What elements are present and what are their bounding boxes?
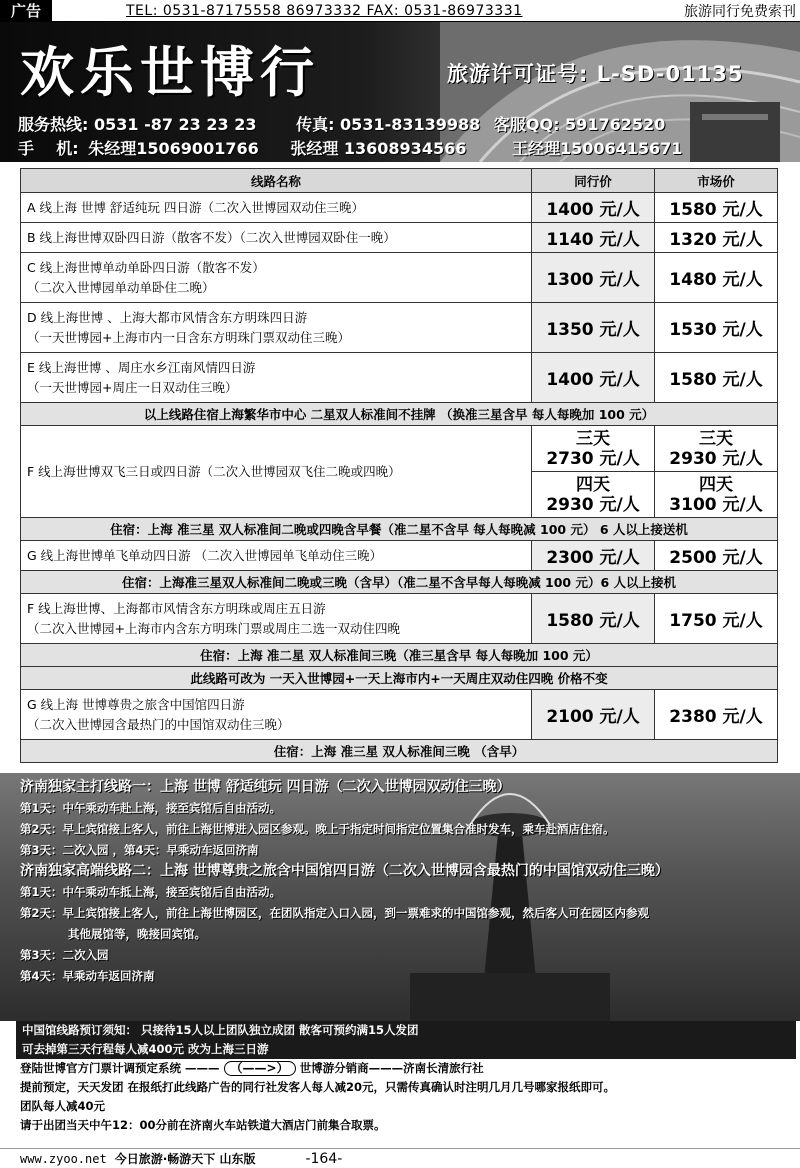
price-table-wrapper xyxy=(20,168,778,763)
notice-line-3 xyxy=(16,1059,796,1078)
peer-price: 2100 元/人 xyxy=(532,690,655,740)
route-line-2: （一天世博园+周庄一日双动住三晚） xyxy=(27,379,238,395)
mobile-label: 手 机: xyxy=(18,139,79,158)
contact-line-1 xyxy=(18,112,665,135)
booking-notice xyxy=(16,1021,796,1135)
route-2-title: 济南独家高端线路二：上海 世博尊贵之旅含中国馆四日游（二次入世博园含最热门的中国馆双动住三晚） xyxy=(20,863,669,879)
table-row xyxy=(21,253,778,303)
market-price: 1480 元/人 xyxy=(655,253,778,303)
peer-price: 1580 元/人 xyxy=(532,594,655,644)
peer-price: 1300 元/人 xyxy=(532,253,655,303)
route-a: A 线上海 世博 舒适纯玩 四日游（二次入世博园双动住三晚） xyxy=(21,193,532,223)
peer-price: 1400 元/人 xyxy=(532,353,655,403)
accommodation-note-4: 住宿：上海 准二星 双人标准间三晚（准三星含早 每人每晚加 100 元） xyxy=(21,644,778,667)
header-banner xyxy=(0,22,800,162)
note-row xyxy=(21,644,778,667)
page-number: -164- xyxy=(305,1150,343,1167)
brand-title: 欢乐世博行 xyxy=(20,41,320,104)
route-line-2: （二次入世博园+上海市内含东方明珠门票或周庄二选一双动住四晚 xyxy=(27,620,400,636)
table-header-row xyxy=(21,169,778,193)
table-row xyxy=(21,594,778,644)
route-1-day-2: 第2天：早上宾馆接上客人，前往上海世博进入园区参观。晚上于指定时间指定位置集合准时发车，乘车赴酒店住宿。 xyxy=(20,822,615,836)
route-g: G 线上海世博单飞单动四日游 （二次入世博园单飞单动住三晚） xyxy=(21,541,532,571)
price-table xyxy=(20,168,778,763)
route-g2 xyxy=(21,690,532,740)
route-1-title: 济南独家主打线路一：上海 世博 舒适纯玩 四日游（二次入世博园双动住三晚） xyxy=(20,779,511,795)
free-index-label: 旅游同行免费索刊 xyxy=(684,3,796,20)
market-price: 2500 元/人 xyxy=(655,541,778,571)
route-line-1: G 线上海 世博尊贵之旅含中国馆四日游 xyxy=(27,696,245,712)
accommodation-note-1: 以上线路住宿上海繁华市中心 二星双人标准间不挂牌 （换准三星含早 每人每晚加 100 元） xyxy=(21,403,778,426)
route-f2 xyxy=(21,594,532,644)
route-2-day-4: 第4天：早乘动车返回济南 xyxy=(20,969,155,983)
manager-zhang: 张经理 13608934566 xyxy=(290,139,467,158)
table-row xyxy=(21,303,778,353)
publication-name: 今日旅游·畅游天下 山东版 xyxy=(114,1152,256,1166)
market-price-3day xyxy=(655,426,778,472)
route-d xyxy=(21,303,532,353)
route-line-2: （一天世博园+上海市内一日含东方明珠门票双动住三晚） xyxy=(27,329,350,345)
accommodation-note-3: 住宿：上海准三星双人标准间二晚或三晚（含早）（准二星不含早每人每晚减 100 元）6 人以上接机 xyxy=(21,571,778,594)
table-row xyxy=(21,193,778,223)
price-value: 2930 元/人 xyxy=(546,494,640,515)
note-row xyxy=(21,667,778,690)
accommodation-note-6: 住宿：上海 准三星 双人标准间三晚 （含早） xyxy=(21,740,778,763)
days-label: 四天 xyxy=(699,474,733,495)
qq-number: 客服QQ: 591762520 xyxy=(493,115,666,134)
route-2-day-2-cont: 其他展馆等，晚接回宾馆。 xyxy=(68,927,206,941)
notice-line-5: 团队每人减40元 xyxy=(20,1099,106,1113)
hotline: 服务热线: 0531 -87 23 23 23 xyxy=(18,115,257,134)
route-1-day-3-4: 第3天：二次入园 ，第4天：早乘动车返回济南 xyxy=(20,843,259,857)
system-text: 登陆世博官方门票计调预定系统 ——— xyxy=(20,1061,220,1075)
accommodation-note-2: 住宿：上海 准三星 双人标准间二晚或四晚含早餐（准二星不含早 每人每晚减 100 元） 6 人以上接送机 xyxy=(21,518,778,541)
header-route: 线路名称 xyxy=(21,169,532,193)
contact-info: TEL: 0531-87175558 86973332 FAX: 0531-86973331 xyxy=(126,2,523,19)
table-row xyxy=(21,353,778,403)
footer xyxy=(0,1148,800,1168)
manager-wang: 王经理15006415671 xyxy=(511,139,683,158)
route-2-day-3: 第3天：二次入园 xyxy=(20,948,109,962)
route-2-day-1: 第1天：中午乘动车抵上海，接至宾馆后自由活动。 xyxy=(20,885,281,899)
route-line-1: F 线上海世博、上海都市风情含东方明珠或周庄五日游 xyxy=(27,600,326,616)
peer-price-4day xyxy=(532,472,655,518)
peer-price: 1350 元/人 xyxy=(532,303,655,353)
route-change-note: 此线路可改为 一天入世博园+一天上海市内+一天周庄双动住四晚 价格不变 xyxy=(21,667,778,690)
price-value: 2730 元/人 xyxy=(546,448,640,469)
market-price: 1750 元/人 xyxy=(655,594,778,644)
contact-line-2 xyxy=(18,136,682,159)
route-1-day-1: 第1天：中午乘动车赴上海，接至宾馆后自由活动。 xyxy=(20,801,281,815)
notice-line-2: 可去掉第三天行程每人减400元 改为上海三日游 xyxy=(16,1040,796,1059)
license-number: 旅游许可证号: L-SD-01135 xyxy=(447,62,744,86)
table-row xyxy=(21,690,778,740)
ad-label: 广告 xyxy=(0,0,52,22)
days-label: 四天 xyxy=(576,474,611,495)
days-label: 三天 xyxy=(576,428,611,449)
top-strip xyxy=(0,0,800,22)
route-c xyxy=(21,253,532,303)
notice-line-1: 中国馆线路预订须知： 只接待15人以上团队独立成团 散客可预约满15人发团 xyxy=(16,1021,796,1040)
itinerary-section xyxy=(20,777,790,987)
route-line-1: E 线上海世博 、周庄水乡江南风情四日游 xyxy=(27,359,256,375)
header-market-price: 市场价 xyxy=(655,169,778,193)
note-row xyxy=(21,518,778,541)
route-line-1: C 线上海世博单动单卧四日游（散客不发） xyxy=(27,259,265,275)
price-value: 3100 元/人 xyxy=(669,494,763,515)
market-price: 2380 元/人 xyxy=(655,690,778,740)
route-line-1: D 线上海世博 、上海大都市风情含东方明珠四日游 xyxy=(27,309,308,325)
route-line-2: （二次入世博园单动单卧住二晚） xyxy=(27,279,215,295)
route-f: F 线上海世博双飞三日或四日游（二次入世博园双飞住二晚或四晚） xyxy=(21,426,532,518)
market-price: 1580 元/人 xyxy=(655,353,778,403)
header-peer-price: 同行价 xyxy=(532,169,655,193)
website: www.zyoo.net xyxy=(20,1151,107,1166)
distributor-text: 世博游分销商———济南长清旅行社 xyxy=(299,1061,484,1075)
route-e xyxy=(21,353,532,403)
fax-number: 传真: 0531-83139988 xyxy=(296,115,481,134)
notice-line-6: 请于出团当天中午12：00分前在济南火车站铁道大酒店门前集合取票。 xyxy=(20,1118,386,1132)
route-2-day-2: 第2天：早上宾馆接上客人，前往上海世博园区，在团队指定入口入园，到一票难求的中国馆参观，然后客人可在园区内参观 xyxy=(20,906,649,920)
peer-price: 1140 元/人 xyxy=(532,223,655,253)
price-value: 2930 元/人 xyxy=(669,448,763,469)
note-row xyxy=(21,571,778,594)
market-price-4day xyxy=(655,472,778,518)
table-row xyxy=(21,426,778,472)
market-price: 1320 元/人 xyxy=(655,223,778,253)
peer-price: 1400 元/人 xyxy=(532,193,655,223)
arrow-icon: （——>） xyxy=(224,1061,296,1076)
route-line-2: （二次入世博园含最热门的中国馆双动住三晚） xyxy=(27,716,290,732)
route-b: B 线上海世博双卧四日游（散客不发）（二次入世博园双卧住一晚） xyxy=(21,223,532,253)
days-label: 三天 xyxy=(699,428,733,449)
peer-price-3day xyxy=(532,426,655,472)
market-price: 1580 元/人 xyxy=(655,193,778,223)
note-row xyxy=(21,403,778,426)
peer-price: 2300 元/人 xyxy=(532,541,655,571)
note-row xyxy=(21,740,778,763)
table-row xyxy=(21,541,778,571)
manager-zhu: 朱经理15069001766 xyxy=(88,139,259,158)
table-row xyxy=(21,223,778,253)
notice-line-4: 提前预定，天天发团 在报纸打此线路广告的同行社发客人每人减20元，只需传真确认时注明几月几号哪家报纸即可。 xyxy=(20,1080,616,1094)
market-price: 1530 元/人 xyxy=(655,303,778,353)
